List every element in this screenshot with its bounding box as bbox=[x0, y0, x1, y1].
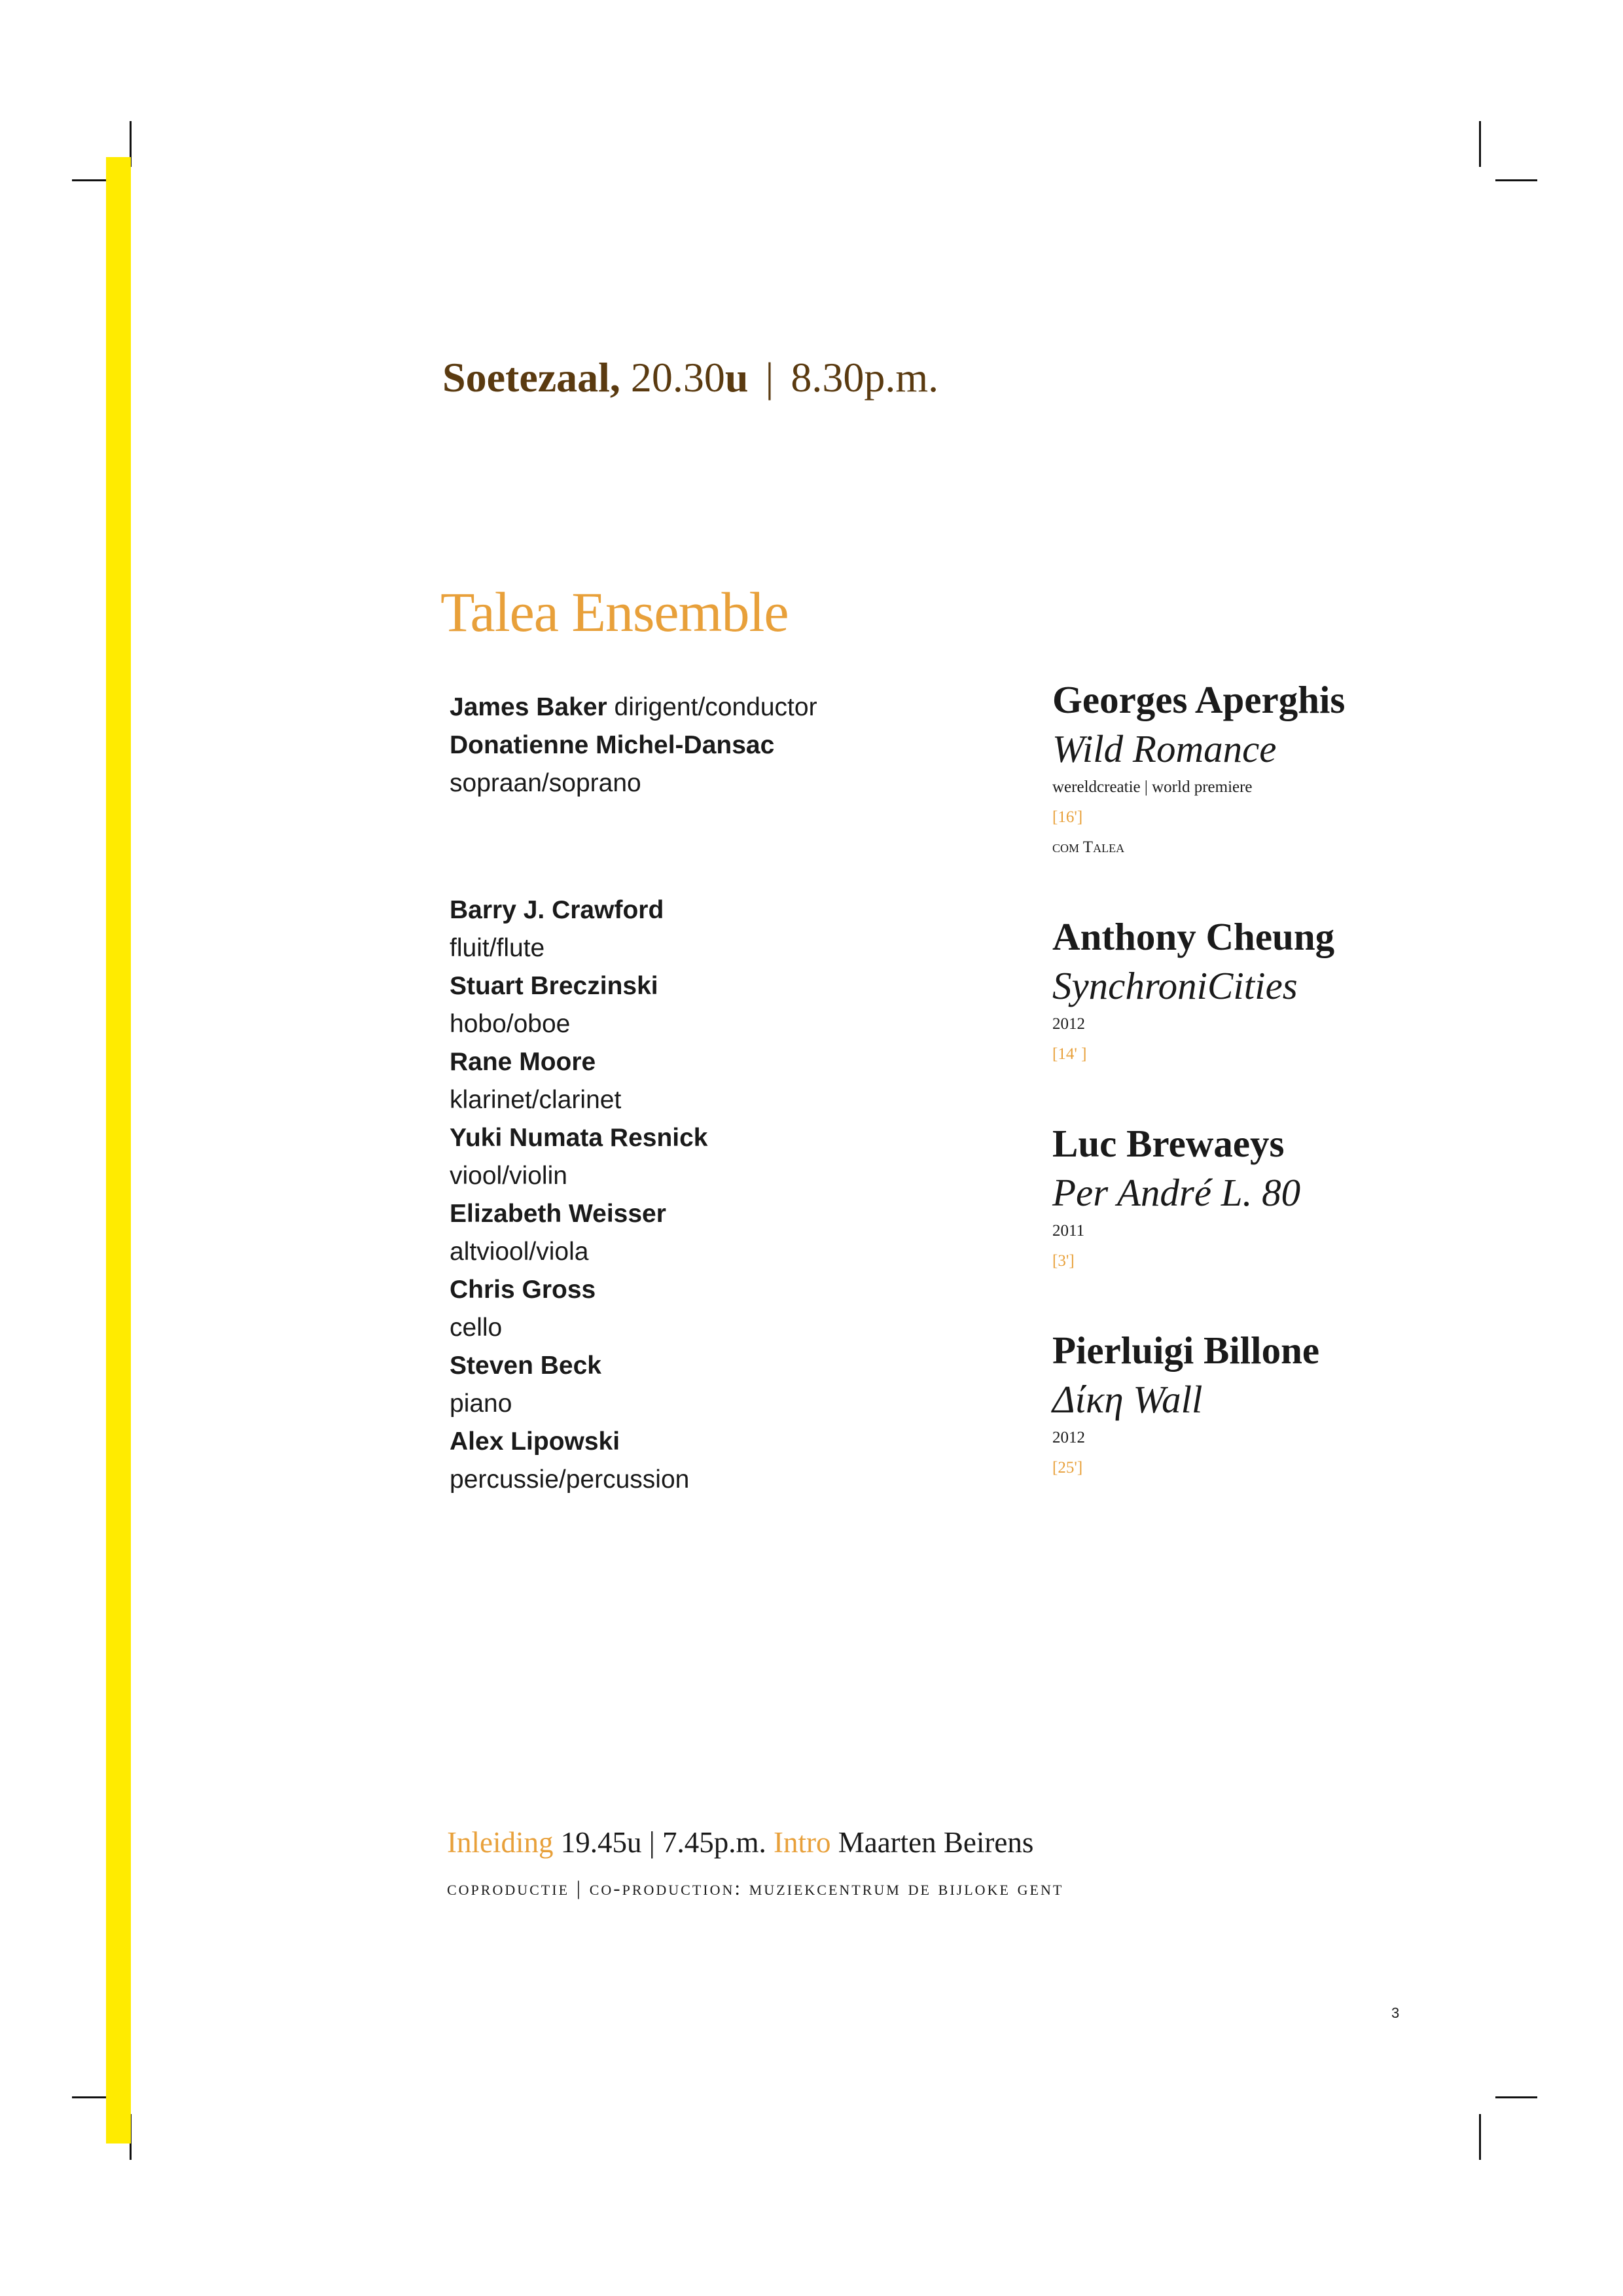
programme-item bbox=[1052, 911, 1576, 1069]
musician-name: Steven Beck bbox=[450, 1352, 601, 1380]
list-spacer bbox=[450, 802, 973, 891]
musician-role: cello bbox=[450, 1314, 503, 1342]
venue-time-heading bbox=[442, 354, 939, 401]
ensemble-title: Talea Ensemble bbox=[440, 581, 789, 643]
musician-role: klarinet/clarinet bbox=[450, 1086, 622, 1114]
composer-name: Luc Brewaeys bbox=[1052, 1122, 1285, 1165]
venue-time-local-number: 20.30 bbox=[630, 354, 725, 401]
musician-name: Chris Gross bbox=[450, 1276, 596, 1304]
musician-name: James Baker bbox=[450, 693, 607, 721]
work-duration: [14' ] bbox=[1052, 1045, 1087, 1063]
musician-role: sopraan/soprano bbox=[450, 769, 641, 797]
intro-label-nl: Inleiding bbox=[447, 1826, 554, 1859]
work-duration: [3'] bbox=[1052, 1252, 1075, 1270]
venue-time-english: 8.30p.m. bbox=[791, 354, 939, 401]
musician-role: percussie/percussion bbox=[450, 1465, 690, 1494]
intro-info bbox=[447, 1825, 1033, 1860]
composer-name: Pierluigi Billone bbox=[1052, 1329, 1320, 1372]
musician-role: dirigent/conductor bbox=[614, 693, 817, 721]
musician-role: viool/violin bbox=[450, 1162, 567, 1190]
programme-item bbox=[1052, 674, 1576, 863]
work-year: 2011 bbox=[1052, 1222, 1085, 1240]
musician-role: altviool/viola bbox=[450, 1238, 589, 1266]
work-commission: com Talea bbox=[1052, 838, 1125, 856]
venue-name: Soetezaal, bbox=[442, 354, 620, 401]
yellow-edge-bar bbox=[106, 157, 131, 2144]
musician-name: Yuki Numata Resnick bbox=[450, 1124, 708, 1152]
intro-time: 19.45u | 7.45p.m. bbox=[560, 1826, 766, 1859]
work-year: 2012 bbox=[1052, 1429, 1085, 1446]
crop-mark-top-right-vertical bbox=[1479, 121, 1481, 167]
work-title: Δίκη Wall bbox=[1052, 1378, 1203, 1421]
composer-name: Georges Aperghis bbox=[1052, 678, 1346, 721]
coproduction-credit: coproductie | co-production: muziekcentrum de bijloke gent bbox=[447, 1876, 1064, 1899]
programme-item bbox=[1052, 1325, 1576, 1483]
work-duration: [16'] bbox=[1052, 808, 1083, 826]
musician-name: Donatienne Michel-Dansac bbox=[450, 731, 775, 759]
musician-list bbox=[450, 689, 973, 1499]
composer-name: Anthony Cheung bbox=[1052, 915, 1335, 958]
musician-role: piano bbox=[450, 1390, 512, 1418]
venue-time-local-unit: u bbox=[724, 354, 749, 401]
venue-separator: | bbox=[765, 354, 774, 401]
work-title: Per André L. 80 bbox=[1052, 1171, 1301, 1214]
intro-label-en: Intro bbox=[773, 1826, 831, 1859]
work-duration: [25'] bbox=[1052, 1459, 1083, 1477]
musician-role: hobo/oboe bbox=[450, 1010, 571, 1038]
musician-entry-conductor bbox=[450, 689, 973, 726]
musician-name: Barry J. Crawford bbox=[450, 896, 664, 924]
musician-name: Rane Moore bbox=[450, 1048, 596, 1076]
musician-name: Stuart Breczinski bbox=[450, 972, 658, 1000]
programme-list bbox=[1052, 674, 1576, 1532]
crop-mark-top-right-horizontal bbox=[1495, 179, 1537, 181]
page-number: 3 bbox=[1391, 2005, 1400, 2021]
work-year: 2012 bbox=[1052, 1015, 1085, 1033]
work-title: SynchroniCities bbox=[1052, 964, 1298, 1007]
work-meta: wereldcreatie | world premiere bbox=[1052, 778, 1253, 796]
crop-mark-bottom-right-horizontal bbox=[1495, 2096, 1537, 2098]
musician-name: Elizabeth Weisser bbox=[450, 1200, 666, 1228]
programme-item bbox=[1052, 1118, 1576, 1276]
musician-role: fluit/flute bbox=[450, 934, 545, 962]
intro-speaker: Maarten Beirens bbox=[838, 1826, 1034, 1859]
crop-mark-bottom-right-vertical bbox=[1479, 2114, 1481, 2160]
musician-name: Alex Lipowski bbox=[450, 1427, 620, 1456]
work-title: Wild Romance bbox=[1052, 727, 1277, 770]
venue-time-local bbox=[631, 354, 749, 401]
